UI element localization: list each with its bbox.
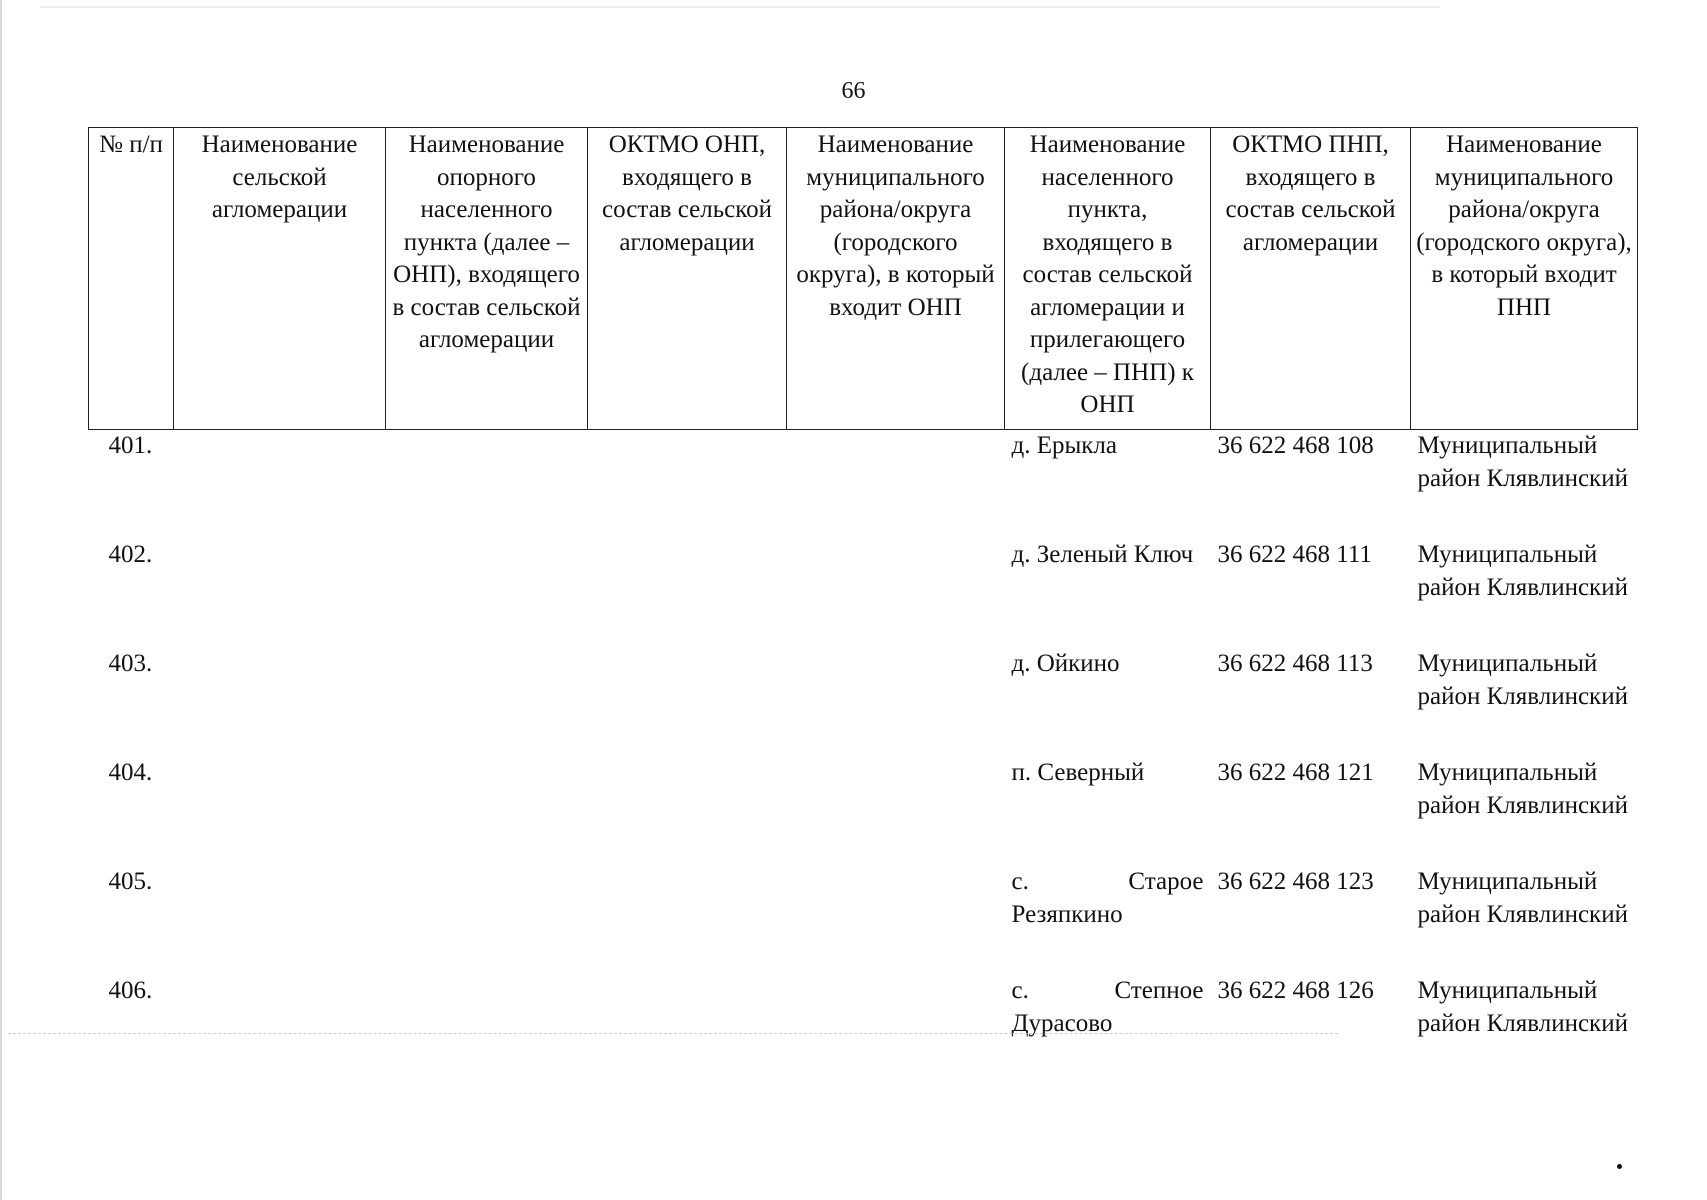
table-row — [89, 866, 1638, 975]
settlements-table — [88, 127, 1638, 1084]
cell-agglomeration — [174, 866, 386, 975]
header-number: № п/п — [89, 128, 174, 430]
cell-onp-district — [787, 539, 1005, 648]
cell-onp-name — [386, 648, 588, 757]
page-number: 66 — [841, 78, 866, 104]
cell-onp-oktmo — [588, 430, 787, 540]
cell-onp-oktmo — [588, 539, 787, 648]
row-number: 402. — [108, 541, 153, 568]
cell-pnp-name: д. Ерыкла — [1011, 432, 1118, 459]
header-agglomeration: Наименование сельской агломерации — [174, 128, 386, 430]
header-row — [89, 128, 1638, 430]
row-number: 403. — [108, 650, 153, 677]
scan-dashed-line — [8, 1033, 1338, 1034]
table-body — [89, 430, 1638, 1085]
scan-edge-top — [40, 6, 1440, 8]
row-number: 404. — [108, 759, 153, 786]
header-onp-oktmo: ОКТМО ОНП, входящего в состав сельской агломерации — [588, 128, 787, 430]
row-number: 405. — [108, 868, 153, 895]
cell-agglomeration — [174, 975, 386, 1084]
cell-agglomeration — [174, 430, 386, 540]
header-pnp-oktmo: ОКТМО ПНП, входящего в состав сельской агломерации — [1211, 128, 1411, 430]
cell-pnp-oktmo: 36 622 468 108 — [1217, 432, 1374, 459]
cell-pnp-name: д. Ойкино — [1011, 650, 1120, 677]
header-onp-district: Наименование муниципального района/округа (городского округа), в который входит ОНП — [787, 128, 1005, 430]
cell-pnp-district: Муниципальный район Клявлинский — [1417, 432, 1628, 492]
cell-onp-name — [386, 539, 588, 648]
row-number: 401. — [108, 432, 153, 459]
cell-pnp-district: Муниципальный район Клявлинский — [1417, 650, 1628, 710]
row-number: 406. — [108, 977, 153, 1004]
cell-onp-district — [787, 430, 1005, 540]
cell-agglomeration — [174, 648, 386, 757]
table-row — [89, 648, 1638, 757]
cell-onp-name — [386, 866, 588, 975]
cell-pnp-district: Муниципальный район Клявлинский — [1417, 868, 1628, 928]
cell-pnp-oktmo: 36 622 468 123 — [1217, 868, 1374, 895]
cell-agglomeration — [174, 539, 386, 648]
cell-pnp-name: с. Степное Дурасово — [1011, 977, 1204, 1037]
cell-pnp-oktmo: 36 622 468 126 — [1217, 977, 1374, 1004]
cell-onp-name — [386, 975, 588, 1084]
scan-dot — [1617, 1164, 1622, 1169]
table-row — [89, 757, 1638, 866]
cell-pnp-oktmo: 36 622 468 113 — [1217, 650, 1373, 677]
header-pnp-district: Наименование муниципального района/округа (городского округа), в который входит ПНП — [1411, 128, 1638, 430]
cell-pnp-name: с. Старое Резяпкино — [1011, 868, 1204, 928]
cell-pnp-district: Муниципальный район Клявлинский — [1417, 977, 1628, 1037]
cell-onp-oktmo — [588, 757, 787, 866]
header-onp-name: Наименование опорного населенного пункта (далее – ОНП), входящего в состав сельской агломерации — [386, 128, 588, 430]
cell-onp-district — [787, 975, 1005, 1084]
cell-agglomeration — [174, 757, 386, 866]
cell-pnp-name: д. Зеленый Ключ — [1011, 541, 1194, 568]
header-pnp-name: Наименование населенного пункта, входящего в состав сельской агломерации и прилегающего (далее – ПНП) к ОНП — [1005, 128, 1211, 430]
cell-onp-oktmo — [588, 866, 787, 975]
cell-onp-name — [386, 430, 588, 540]
cell-onp-oktmo — [588, 975, 787, 1084]
table-row — [89, 539, 1638, 648]
cell-onp-district — [787, 648, 1005, 757]
table-header — [89, 128, 1638, 430]
cell-pnp-oktmo: 36 622 468 121 — [1217, 759, 1374, 786]
cell-pnp-district: Муниципальный район Клявлинский — [1417, 759, 1628, 819]
scan-edge-left — [0, 0, 2, 1200]
table-row — [89, 430, 1638, 540]
cell-onp-oktmo — [588, 648, 787, 757]
cell-onp-name — [386, 757, 588, 866]
cell-onp-district — [787, 866, 1005, 975]
cell-pnp-district: Муниципальный район Клявлинский — [1417, 541, 1628, 601]
cell-onp-district — [787, 757, 1005, 866]
cell-pnp-name: п. Северный — [1011, 759, 1145, 786]
table-row — [89, 975, 1638, 1084]
cell-pnp-oktmo: 36 622 468 111 — [1217, 541, 1372, 568]
